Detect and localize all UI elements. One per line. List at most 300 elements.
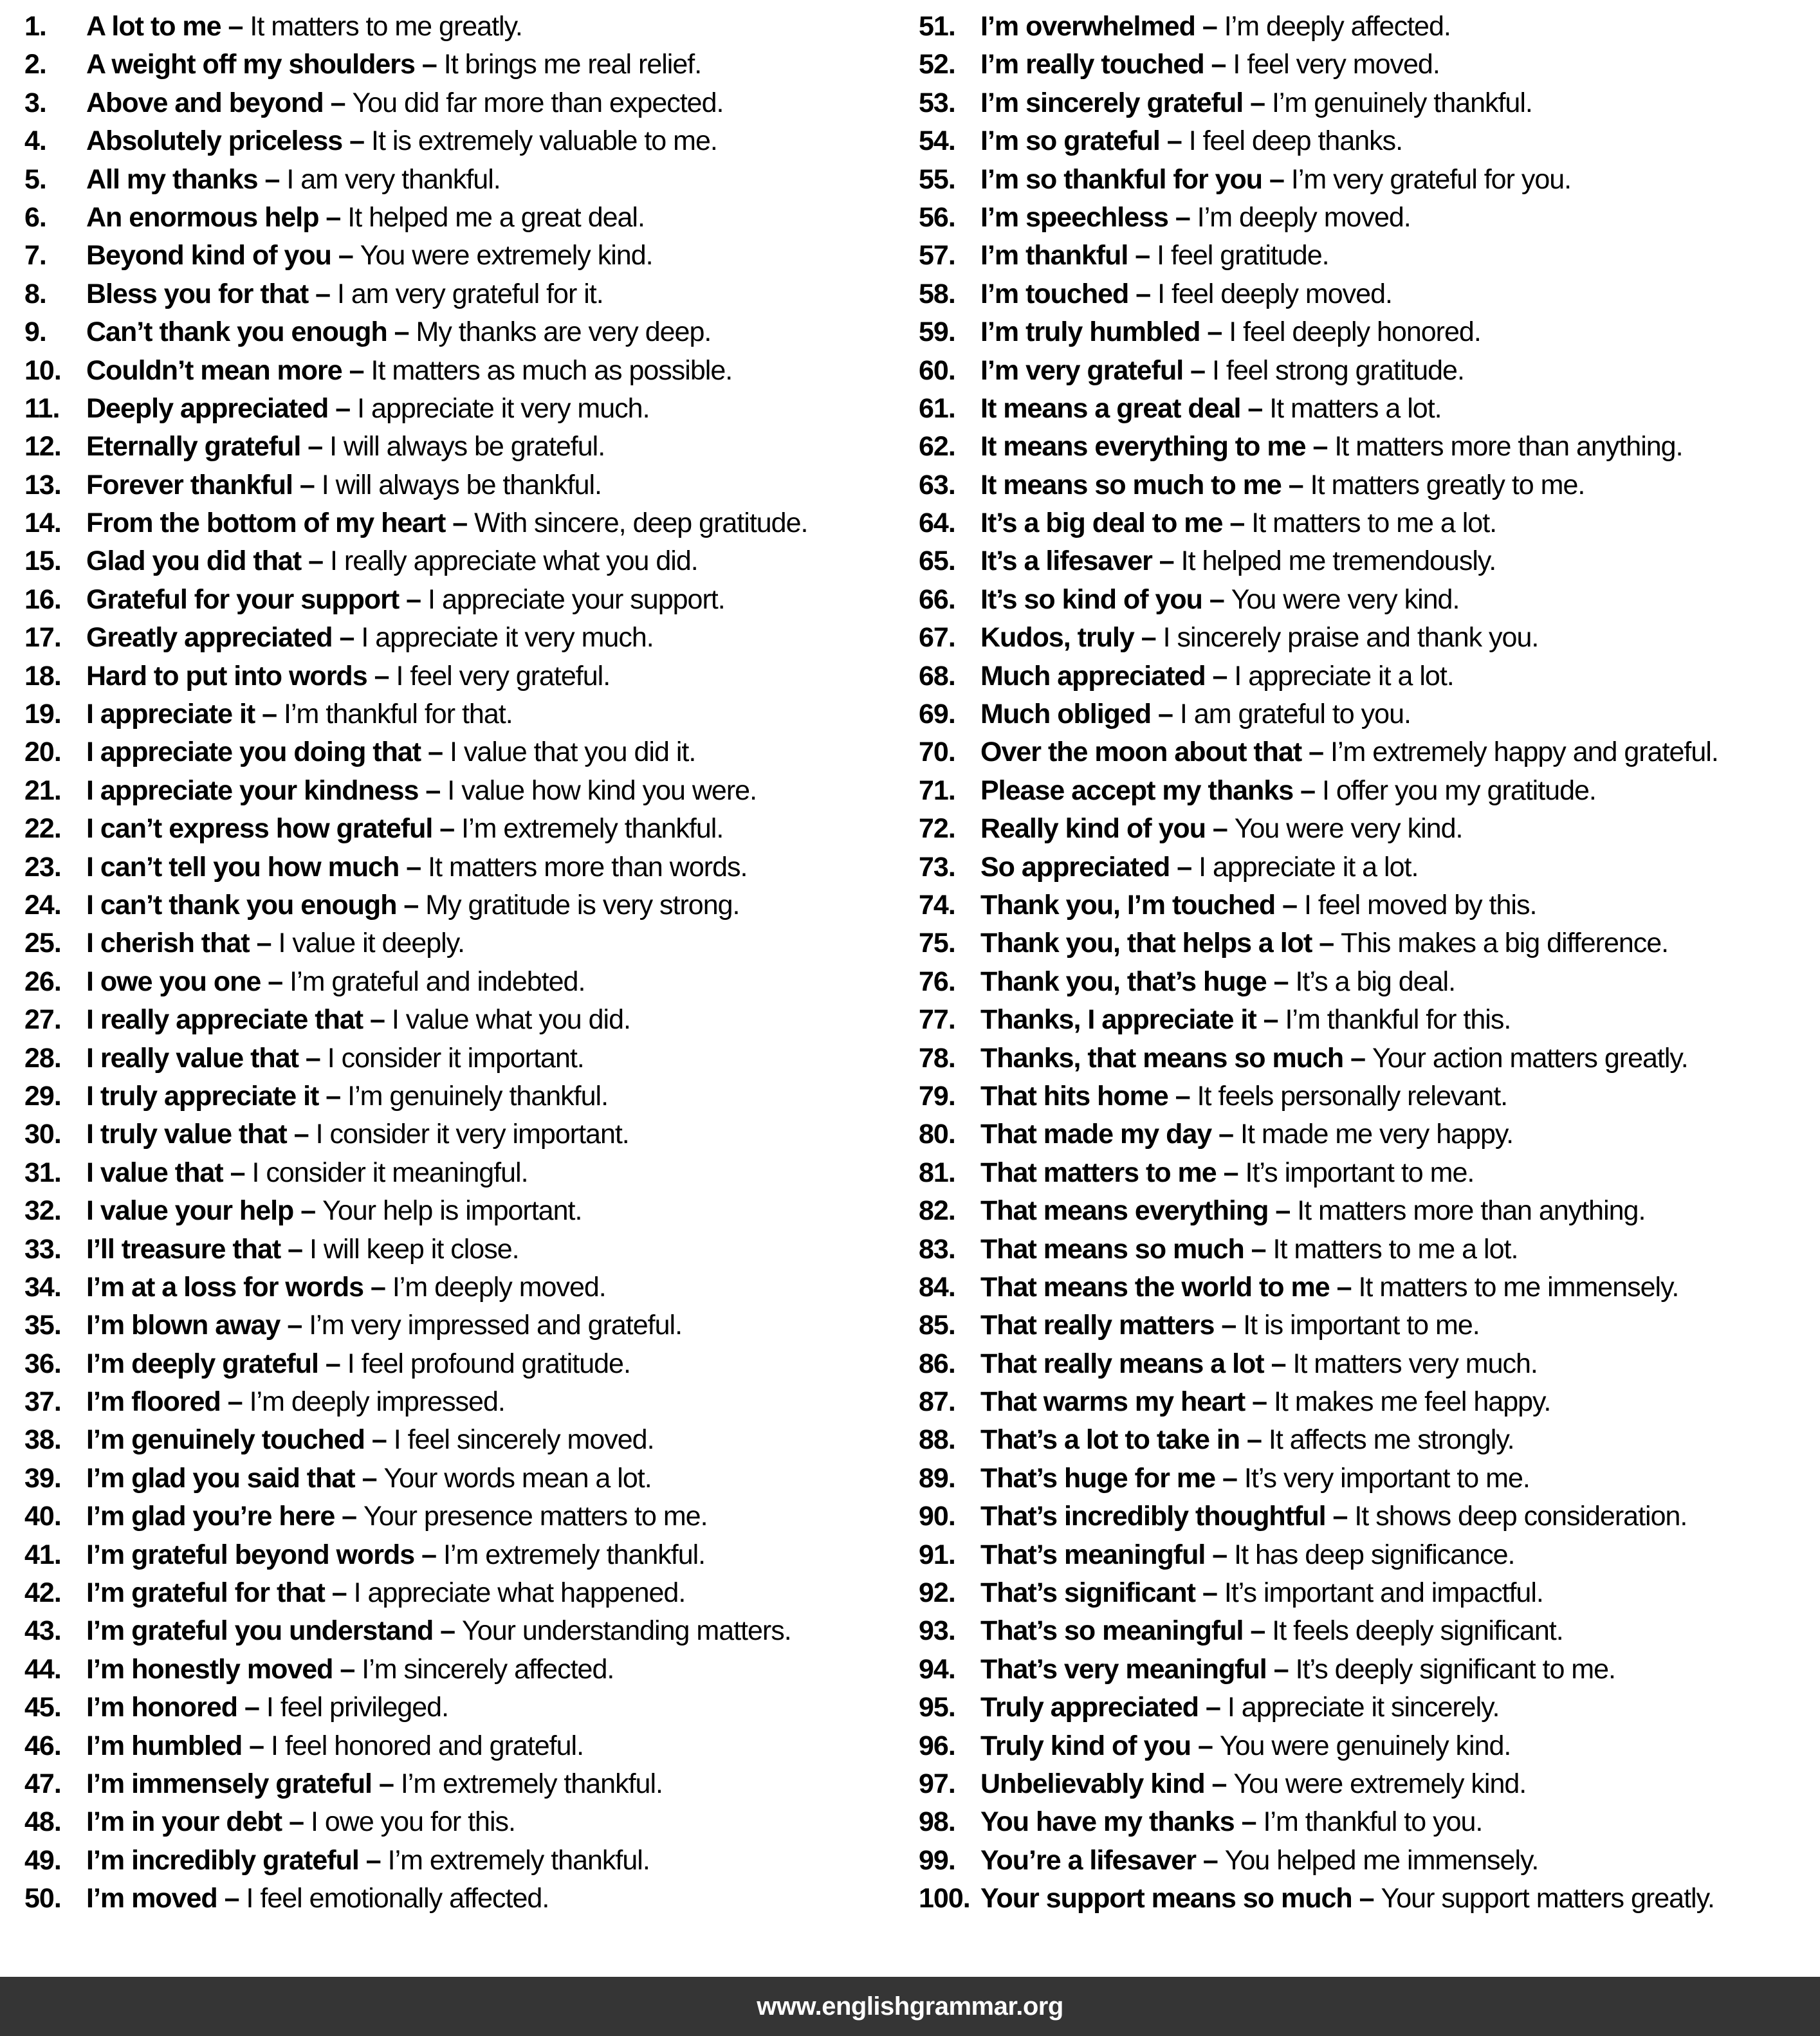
item-separator: – — [335, 1501, 364, 1532]
list-item — [24, 1727, 919, 1765]
list-item — [24, 313, 919, 351]
item-phrase: I’m so grateful — [980, 125, 1160, 157]
item-meaning: You were extremely kind. — [1233, 1768, 1527, 1799]
list-item — [24, 1574, 919, 1612]
list-item — [24, 237, 919, 275]
item-separator: – — [1204, 1768, 1234, 1799]
item-meaning: I feel sincerely moved. — [393, 1424, 654, 1456]
item-text — [980, 199, 1411, 237]
item-separator: – — [333, 1653, 362, 1685]
item-text — [86, 1612, 791, 1650]
item-meaning: I feel moved by this. — [1304, 889, 1537, 921]
list-item — [24, 352, 919, 390]
list-item — [24, 390, 919, 428]
item-meaning: I’m deeply moved. — [1197, 201, 1411, 233]
item-text — [980, 772, 1596, 810]
item-number: 42. — [24, 1577, 61, 1609]
item-phrase: I truly appreciate it — [86, 1080, 319, 1112]
item-separator: – — [280, 1310, 309, 1341]
item-separator: – — [414, 49, 444, 80]
item-separator: – — [300, 431, 330, 463]
item-phrase: That’s meaningful — [980, 1539, 1206, 1570]
item-number: 67. — [919, 622, 955, 654]
item-text — [980, 1651, 1615, 1689]
item-text — [980, 1345, 1538, 1383]
item-phrase: I value your help — [86, 1195, 294, 1227]
item-separator: – — [1168, 1080, 1197, 1112]
item-separator: – — [242, 1730, 271, 1761]
item-text — [980, 1421, 1514, 1459]
item-phrase: That means so much — [980, 1233, 1244, 1265]
list-item — [919, 733, 1813, 771]
item-number: 29. — [24, 1080, 61, 1112]
item-phrase: You’re a lifesaver — [980, 1844, 1196, 1876]
item-separator: – — [1240, 392, 1270, 424]
item-meaning: It’s a big deal. — [1295, 966, 1456, 997]
item-text — [86, 1689, 448, 1727]
item-meaning: You were very kind. — [1234, 813, 1463, 845]
item-meaning: I value what you did. — [391, 1004, 630, 1036]
item-text — [980, 1727, 1511, 1765]
item-phrase: I’m sincerely grateful — [980, 87, 1244, 118]
item-number: 95. — [919, 1692, 955, 1723]
list-item — [24, 466, 919, 504]
item-meaning: I consider it meaningful. — [252, 1157, 528, 1188]
item-separator: – — [1262, 163, 1291, 195]
item-number: 81. — [919, 1157, 955, 1188]
item-meaning: I feel strong gratitude. — [1212, 354, 1464, 386]
list-item — [919, 1078, 1813, 1115]
item-phrase: Hard to put into words — [86, 660, 367, 692]
item-phrase: I appreciate you doing that — [86, 737, 421, 768]
item-text — [86, 390, 650, 428]
list-item — [919, 772, 1813, 810]
item-separator: – — [1256, 1004, 1285, 1036]
item-separator: – — [1281, 469, 1310, 500]
item-number: 66. — [919, 583, 955, 615]
list-item — [919, 1115, 1813, 1153]
item-text — [980, 963, 1455, 1001]
item-number: 8. — [24, 278, 46, 309]
item-number: 41. — [24, 1539, 61, 1570]
item-text — [86, 352, 732, 390]
item-number: 59. — [919, 316, 955, 348]
item-meaning: I’m genuinely thankful. — [347, 1080, 609, 1112]
item-phrase: Really kind of you — [980, 813, 1206, 845]
item-text — [86, 122, 717, 160]
item-number: 51. — [919, 11, 955, 42]
item-text — [980, 1192, 1645, 1230]
list-item — [919, 1269, 1813, 1307]
item-meaning: It shows deep consideration. — [1354, 1501, 1687, 1532]
list-item — [24, 1536, 919, 1574]
item-number: 10. — [24, 354, 61, 386]
item-separator: – — [280, 1233, 310, 1265]
item-number: 48. — [24, 1806, 61, 1838]
item-phrase: It’s a lifesaver — [980, 546, 1152, 577]
item-separator: – — [364, 1424, 394, 1456]
item-meaning: I appreciate it a lot. — [1199, 851, 1419, 883]
item-separator: – — [324, 1577, 354, 1609]
item-phrase: It means a great deal — [980, 392, 1241, 424]
item-text — [980, 504, 1496, 542]
item-number: 57. — [919, 240, 955, 271]
item-meaning: I appreciate it a lot. — [1234, 660, 1454, 692]
item-number: 33. — [24, 1233, 61, 1265]
item-separator: – — [1205, 1539, 1235, 1570]
item-separator: – — [217, 1883, 246, 1914]
item-phrase: I’m grateful you understand — [86, 1615, 434, 1647]
item-separator: – — [1159, 125, 1189, 157]
item-meaning: Your words mean a lot. — [383, 1462, 652, 1494]
item-number: 79. — [919, 1080, 955, 1112]
item-number: 55. — [919, 163, 955, 195]
list-item — [24, 1765, 919, 1803]
list-item — [919, 275, 1813, 313]
item-phrase: It’s a big deal to me — [980, 508, 1223, 539]
item-number: 69. — [919, 699, 955, 730]
list-item — [24, 733, 919, 771]
item-number: 74. — [919, 889, 955, 921]
list-item — [24, 1078, 919, 1115]
list-item — [24, 886, 919, 924]
item-number: 38. — [24, 1424, 61, 1456]
list-item — [24, 963, 919, 1001]
item-phrase: I really appreciate that — [86, 1004, 363, 1036]
item-number: 52. — [919, 49, 955, 80]
item-text — [980, 275, 1392, 313]
item-phrase: I’m so thankful for you — [980, 163, 1263, 195]
item-phrase: I’m grateful for that — [86, 1577, 325, 1609]
item-phrase: That really matters — [980, 1310, 1215, 1341]
item-separator: – — [1152, 546, 1181, 577]
list-item — [24, 1231, 919, 1269]
item-phrase: I can’t tell you how much — [86, 851, 400, 883]
item-text — [980, 657, 1454, 695]
item-meaning: It helped me tremendously. — [1181, 546, 1496, 577]
item-text — [86, 542, 698, 580]
item-phrase: I’m honestly moved — [86, 1653, 333, 1685]
item-number: 72. — [919, 813, 955, 845]
item-number: 63. — [919, 469, 955, 500]
list-item — [919, 1574, 1813, 1612]
list-item — [919, 924, 1813, 962]
item-phrase: Over the moon about that — [980, 737, 1302, 768]
item-phrase: I’m at a loss for words — [86, 1271, 363, 1303]
item-separator: – — [1352, 1883, 1381, 1914]
item-number: 12. — [24, 431, 61, 463]
item-phrase: I’m glad you said that — [86, 1462, 355, 1494]
item-separator: – — [1343, 1042, 1373, 1074]
item-meaning: I feel emotionally affected. — [246, 1883, 549, 1914]
item-number: 77. — [919, 1004, 955, 1036]
item-phrase: A weight off my shoulders — [86, 49, 415, 80]
item-phrase: I cherish that — [86, 928, 250, 959]
item-number: 17. — [24, 622, 61, 654]
item-separator: – — [1204, 49, 1233, 80]
item-meaning: I appreciate it very much. — [357, 392, 650, 424]
list-item — [919, 46, 1813, 84]
item-text — [980, 733, 1718, 771]
item-phrase: Bless you for that — [86, 278, 309, 309]
item-phrase: I owe you one — [86, 966, 261, 997]
item-separator: – — [249, 928, 279, 959]
item-number: 58. — [919, 278, 955, 309]
item-separator: – — [308, 278, 337, 309]
item-phrase: Beyond kind of you — [86, 240, 331, 271]
item-text — [86, 1307, 682, 1344]
list-column-left — [24, 8, 919, 1918]
item-meaning: I appreciate your support. — [428, 583, 725, 615]
list-item — [24, 1001, 919, 1039]
item-number: 62. — [919, 431, 955, 463]
item-meaning: You were extremely kind. — [360, 240, 653, 271]
item-meaning: I consider it important. — [327, 1042, 584, 1074]
item-separator: – — [221, 11, 250, 42]
item-number: 100. — [919, 1883, 970, 1914]
item-meaning: It matters more than anything. — [1334, 431, 1683, 463]
item-meaning: I am very grateful for it. — [336, 278, 603, 309]
item-text — [980, 886, 1536, 924]
item-meaning: I value how kind you were. — [447, 775, 757, 806]
item-meaning: I’m very impressed and grateful. — [309, 1310, 683, 1341]
list-item — [919, 1880, 1813, 1918]
item-number: 22. — [24, 813, 61, 845]
item-text — [86, 886, 739, 924]
item-number: 11. — [24, 392, 60, 424]
list-item — [919, 1307, 1813, 1344]
list-item — [919, 1765, 1813, 1803]
item-separator: – — [255, 699, 284, 730]
list-item — [919, 1383, 1813, 1421]
list-item — [24, 848, 919, 886]
list-item — [919, 1460, 1813, 1498]
item-meaning: Your understanding matters. — [462, 1615, 791, 1647]
item-meaning: It helped me a great deal. — [347, 201, 645, 233]
item-number: 1. — [24, 11, 46, 42]
item-separator: – — [1216, 1157, 1246, 1188]
item-number: 46. — [24, 1730, 61, 1761]
item-phrase: I really value that — [86, 1042, 299, 1074]
item-text — [980, 542, 1496, 580]
item-meaning: You were very kind. — [1231, 583, 1460, 615]
item-meaning: I feel deeply moved. — [1157, 278, 1392, 309]
item-text — [86, 1383, 505, 1421]
item-meaning: Your help is important. — [322, 1195, 582, 1227]
item-text — [86, 1765, 663, 1803]
item-separator: – — [1243, 87, 1272, 118]
item-number: 7. — [24, 240, 46, 271]
item-text — [980, 466, 1585, 504]
item-phrase: Truly kind of you — [980, 1730, 1191, 1761]
list-item — [919, 122, 1813, 160]
list-item — [24, 1383, 919, 1421]
item-meaning: I value it deeply. — [278, 928, 464, 959]
list-item — [919, 695, 1813, 733]
item-number: 65. — [919, 546, 955, 577]
item-phrase: Can’t thank you enough — [86, 316, 387, 348]
item-meaning: I feel profound gratitude. — [347, 1348, 630, 1379]
item-text — [980, 1383, 1550, 1421]
list-item — [919, 1231, 1813, 1269]
list-column-right — [919, 8, 1813, 1918]
item-meaning: It matters a lot. — [1269, 392, 1442, 424]
item-text — [980, 1536, 1515, 1574]
item-text — [86, 1880, 549, 1918]
item-text — [86, 1231, 519, 1269]
item-text — [86, 84, 723, 122]
item-meaning: I owe you for this. — [310, 1806, 515, 1838]
item-text — [980, 581, 1459, 619]
item-number: 85. — [919, 1310, 955, 1341]
item-separator: – — [257, 163, 287, 195]
item-number: 37. — [24, 1386, 61, 1418]
item-phrase: A lot to me — [86, 11, 221, 42]
item-phrase: I’m overwhelmed — [980, 11, 1195, 42]
item-meaning: I’m thankful for this. — [1285, 1004, 1511, 1036]
item-number: 94. — [919, 1653, 955, 1685]
item-text — [980, 1040, 1688, 1078]
item-text — [980, 695, 1411, 733]
item-phrase: I can’t express how grateful — [86, 813, 433, 845]
item-meaning: Your action matters greatly. — [1372, 1042, 1688, 1074]
item-separator: – — [328, 392, 358, 424]
list-item — [919, 1345, 1813, 1383]
list-item — [919, 810, 1813, 848]
item-phrase: That’s a lot to take in — [980, 1424, 1240, 1456]
item-number: 54. — [919, 125, 955, 157]
item-text — [86, 1421, 654, 1459]
item-number: 13. — [24, 469, 61, 500]
list-item — [24, 1345, 919, 1383]
item-number: 23. — [24, 851, 61, 883]
item-meaning: Your presence matters to me. — [363, 1501, 708, 1532]
item-separator: – — [1275, 889, 1305, 921]
item-meaning: I’m genuinely thankful. — [1271, 87, 1532, 118]
item-separator: – — [342, 354, 371, 386]
item-separator: – — [220, 1386, 250, 1418]
item-text — [86, 619, 654, 657]
item-phrase: That’s so meaningful — [980, 1615, 1244, 1647]
item-text — [86, 237, 653, 275]
item-separator: – — [399, 583, 428, 615]
item-text — [86, 695, 513, 733]
item-number: 71. — [919, 775, 955, 806]
item-separator: – — [1266, 1653, 1296, 1685]
item-phrase: I value that — [86, 1157, 223, 1188]
item-number: 18. — [24, 660, 61, 692]
item-phrase: Thank you, I’m touched — [980, 889, 1276, 921]
item-separator: – — [1325, 1501, 1355, 1532]
item-phrase: I’m speechless — [980, 201, 1168, 233]
item-phrase: Please accept my thanks — [980, 775, 1294, 806]
item-meaning: It matters very much. — [1292, 1348, 1538, 1379]
item-number: 89. — [919, 1462, 955, 1494]
item-number: 6. — [24, 201, 46, 233]
item-number: 49. — [24, 1844, 61, 1876]
item-phrase: An enormous help — [86, 201, 319, 233]
item-meaning: It feels deeply significant. — [1272, 1615, 1563, 1647]
item-phrase: That warms my heart — [980, 1386, 1246, 1418]
item-meaning: I sincerely praise and thank you. — [1163, 622, 1539, 654]
item-separator: – — [1312, 928, 1341, 959]
item-meaning: Your support matters greatly. — [1381, 1883, 1714, 1914]
item-phrase: That’s huge for me — [980, 1462, 1216, 1494]
item-text — [86, 1498, 708, 1536]
item-separator: – — [318, 1348, 347, 1379]
item-meaning: I’m extremely thankful. — [443, 1539, 706, 1570]
item-separator: – — [301, 546, 330, 577]
item-separator: – — [1199, 1692, 1227, 1723]
item-number: 2. — [24, 49, 46, 80]
item-phrase: I’m floored — [86, 1386, 221, 1418]
item-number: 15. — [24, 546, 61, 577]
item-meaning: I’m deeply affected. — [1224, 11, 1451, 42]
item-meaning: My gratitude is very strong. — [425, 889, 740, 921]
item-number: 43. — [24, 1615, 61, 1647]
item-meaning: I feel very moved. — [1233, 49, 1440, 80]
item-phrase: I’m touched — [980, 278, 1129, 309]
item-phrase: Your support means so much — [980, 1883, 1352, 1914]
item-separator: – — [282, 1806, 311, 1838]
item-separator: – — [1134, 622, 1163, 654]
item-text — [980, 84, 1532, 122]
item-separator: – — [1191, 1730, 1220, 1761]
item-meaning: It matters greatly to me. — [1310, 469, 1585, 500]
item-number: 93. — [919, 1615, 955, 1647]
item-separator: – — [318, 1080, 348, 1112]
item-number: 9. — [24, 316, 46, 348]
list-item — [919, 161, 1813, 199]
item-meaning: I appreciate it very much. — [361, 622, 654, 654]
item-text — [980, 46, 1440, 84]
item-number: 44. — [24, 1653, 61, 1685]
item-text — [980, 1689, 1499, 1727]
item-text — [86, 1154, 528, 1192]
item-number: 96. — [919, 1730, 955, 1761]
item-phrase: Glad you did that — [86, 546, 302, 577]
item-separator: – — [298, 1042, 327, 1074]
list-item — [24, 581, 919, 619]
item-number: 14. — [24, 508, 61, 539]
list-item — [919, 1040, 1813, 1078]
item-number: 75. — [919, 928, 955, 959]
item-meaning: This makes a big difference. — [1341, 928, 1669, 959]
item-separator: – — [318, 201, 348, 233]
item-text — [86, 772, 757, 810]
item-phrase: Greatly appreciated — [86, 622, 333, 654]
item-phrase: That really means a lot — [980, 1348, 1264, 1379]
item-text — [980, 1574, 1543, 1612]
item-phrase: That matters to me — [980, 1157, 1217, 1188]
item-text — [86, 657, 610, 695]
item-text — [980, 1612, 1563, 1650]
item-meaning: I will always be thankful. — [321, 469, 602, 500]
item-number: 21. — [24, 775, 61, 806]
item-separator: – — [1205, 813, 1235, 845]
item-text — [86, 1040, 584, 1078]
item-phrase: I’m honored — [86, 1692, 238, 1723]
item-phrase: I’m humbled — [86, 1730, 243, 1761]
item-text — [86, 1574, 685, 1612]
item-number: 26. — [24, 966, 61, 997]
item-phrase: I’m glad you’re here — [86, 1501, 335, 1532]
item-meaning: It matters more than words. — [428, 851, 748, 883]
item-meaning: It matters to me greatly. — [250, 11, 522, 42]
item-text — [86, 1536, 705, 1574]
item-meaning: I will keep it close. — [309, 1233, 519, 1265]
item-number: 97. — [919, 1768, 955, 1799]
